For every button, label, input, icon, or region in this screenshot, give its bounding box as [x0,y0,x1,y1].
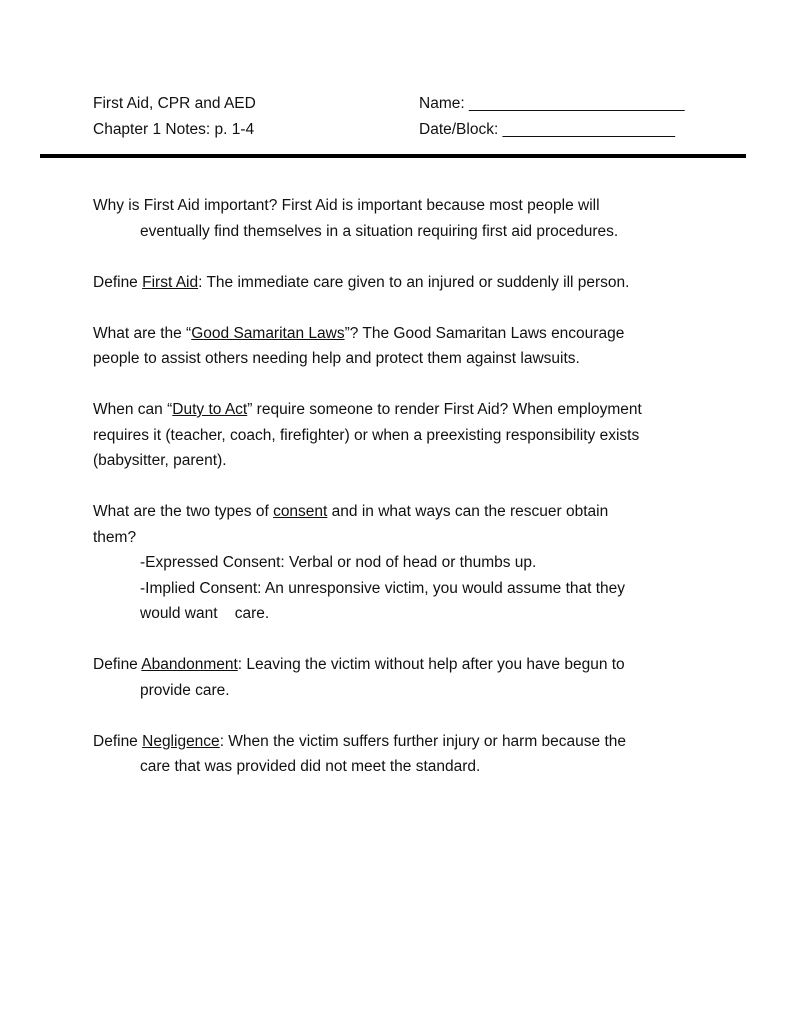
date-blank: ____________________ [502,121,675,138]
note-prefix: What are the two types of [93,503,274,520]
date-label: Date/Block: [419,121,499,138]
note-define-negligence [93,729,713,780]
note-line: care that was provided did not meet the standard. [140,758,481,775]
note-text: : The immediate care given to an injured or suddenly ill person. [198,273,630,291]
term-consent: consent [273,503,328,520]
header-right [419,91,684,143]
header-left [93,91,256,143]
note-consent [93,499,713,627]
consent-item-implied: -Implied Consent: An unresponsive victim, you would assume that they [140,579,626,597]
term-abandonment: Abandonment [141,656,238,673]
consent-item-expressed: -Expressed Consent: Verbal or nod of head or thumbs up. [140,554,537,571]
note-text: ” require someone to render First Aid? When employment [247,401,642,418]
note-line: them? [93,528,137,546]
header-divider [40,154,746,158]
note-line [93,321,713,347]
note-line [93,499,713,525]
note-define-first-aid [93,270,713,296]
note-line [93,270,713,296]
note-line: (babysitter, parent). [93,452,227,469]
note-first-aid-importance [93,193,713,244]
note-text: : Leaving the victim without help after you have begun to [237,656,625,673]
date-block-field [419,117,684,143]
note-text: ”? The Good Samaritan Laws encourage [344,324,625,342]
term-duty-to-act: Duty to Act [172,401,248,418]
note-define-abandonment [93,652,713,703]
course-title: First Aid, CPR and AED [93,95,256,112]
note-prefix: What are the “ [93,324,192,342]
note-duty-to-act [93,397,713,474]
note-line: requires it (teacher, coach, firefighter) or when a preexisting responsibility exists [93,426,640,444]
note-good-samaritan-laws [93,321,713,372]
note-prefix: Define [93,656,142,673]
consent-item-implied-cont: would want care. [140,605,270,622]
name-label: Name: [419,95,465,112]
note-line: Why is First Aid important? First Aid is important because most people will [93,197,600,214]
note-prefix: When can “ [93,401,173,418]
term-negligence: Negligence [142,732,220,750]
term-good-samaritan-laws: Good Samaritan Laws [191,324,345,342]
note-line [93,652,713,678]
name-blank: _________________________ [468,95,685,112]
note-line [93,397,713,423]
note-text: and in what ways can the rescuer obtain [327,503,609,520]
note-line: people to assist others needing help and protect them against lawsuits. [93,350,580,367]
note-prefix: Define [93,273,143,291]
note-line: provide care. [140,681,230,699]
term-first-aid: First Aid [142,273,199,291]
notes-body [93,193,713,805]
note-prefix: Define [93,732,143,750]
chapter-title: Chapter 1 Notes: p. 1-4 [93,121,255,138]
note-text: : When the victim suffers further injury or harm because the [219,732,627,750]
note-line: eventually find themselves in a situation requiring first aid procedures. [140,222,619,240]
note-line [93,729,713,755]
name-field [419,91,684,117]
